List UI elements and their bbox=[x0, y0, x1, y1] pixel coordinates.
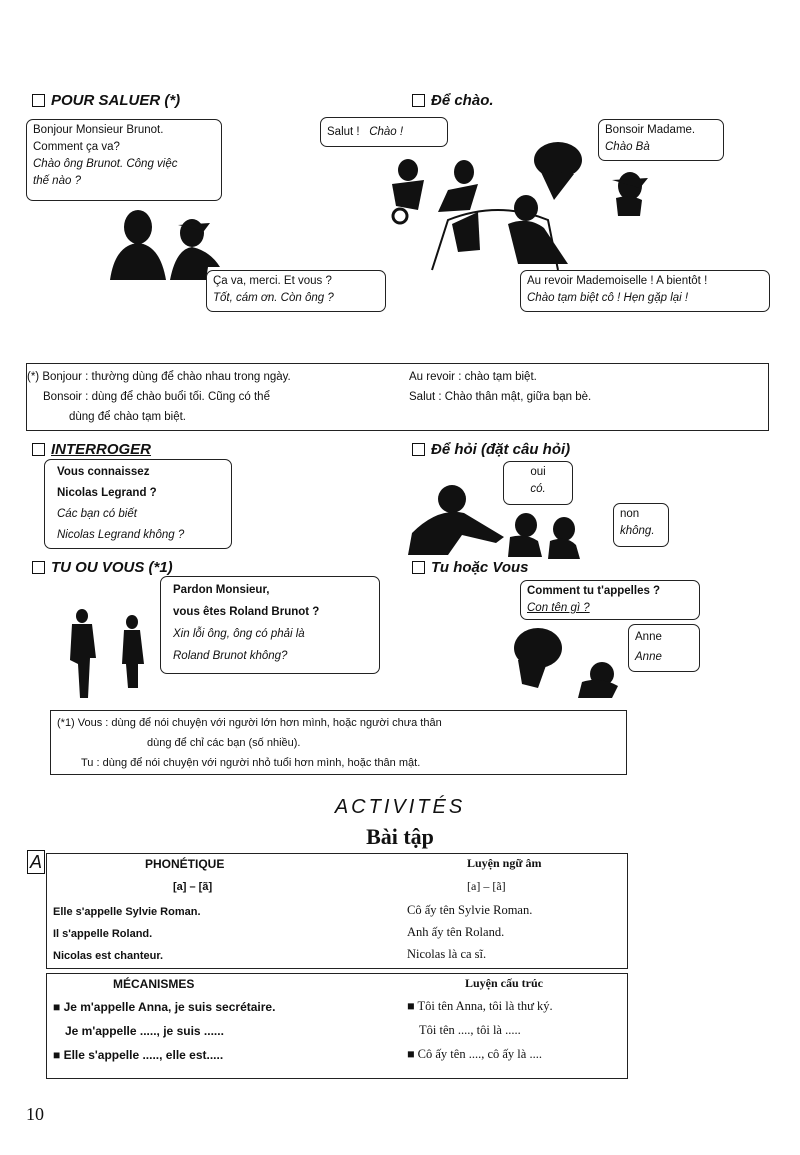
bubble-fr: Vous connaissez bbox=[57, 466, 150, 478]
phonetique-title: PHONÉTIQUE bbox=[145, 857, 225, 871]
mecanismes-fr-line: ■ Elle s'appelle ....., elle est..... bbox=[53, 1048, 224, 1062]
bubble-vn: Tốt, cám ơn. Còn ông ? bbox=[213, 292, 334, 304]
header-tu-hoac-vous bbox=[412, 559, 529, 576]
phonetique-vn-line: Nicolas là ca sĩ. bbox=[407, 947, 487, 961]
bubble-pardon bbox=[160, 576, 380, 674]
note-line: dùng để chỉ các bạn (số nhiều). bbox=[147, 737, 301, 749]
bubble-vn: Con tên gì ? bbox=[527, 602, 590, 614]
mecanismes-fr-line: ■ Je m'appelle Anna, je suis secrétaire. bbox=[53, 1000, 276, 1014]
checkbox-icon bbox=[412, 94, 425, 107]
silhouette-mother-child-icon bbox=[508, 620, 628, 700]
bubble-vn: Chào Bà bbox=[605, 141, 650, 153]
mecanismes-title-vn: Luyện cấu trúc bbox=[465, 976, 543, 990]
bubble-vn: Anne bbox=[635, 651, 662, 663]
header-de-hoi bbox=[412, 441, 570, 458]
bubble-fr: Pardon Monsieur, bbox=[173, 584, 270, 596]
checkbox-icon bbox=[412, 443, 425, 456]
bubble-comment bbox=[520, 580, 700, 620]
note-line: (*1) Vous : dùng để nói chuyện với người lớn hơn mình, hoặc người chưa thân bbox=[57, 717, 442, 729]
mecanismes-vn-line: ■ Tôi tên Anna, tôi là thư ký. bbox=[407, 999, 553, 1013]
bubble-fr: Comment tu t'appelles ? bbox=[527, 585, 661, 597]
note-tu-vous bbox=[50, 710, 627, 775]
bubble-fr: Nicolas Legrand ? bbox=[57, 487, 157, 499]
mecanismes-vn-line: ■ Cô ấy tên ...., cô ấy là .... bbox=[407, 1047, 542, 1061]
bubble-vn: có. bbox=[530, 483, 546, 495]
note-line: Tu : dùng để nói chuyện với người nhỏ tuổi hơn mình, hoặc thân mật. bbox=[81, 757, 421, 769]
bubble-fr: Ça va, merci. Et vous ? bbox=[213, 275, 332, 287]
bubble-fr: Salut ! bbox=[327, 126, 360, 138]
note-greetings bbox=[26, 363, 769, 431]
bubble-vn: Xin lỗi ông, ông có phải là bbox=[173, 628, 305, 640]
note-line: dùng để chào tạm biệt. bbox=[69, 411, 186, 423]
bubble-fr: oui bbox=[530, 466, 546, 478]
header-label: Để chào. bbox=[431, 92, 494, 109]
silhouette-two-people-icon bbox=[100, 205, 230, 280]
phonetique-box bbox=[46, 853, 628, 969]
phonetique-vn-line: Anh ấy tên Roland. bbox=[407, 925, 505, 939]
bubble-vn: Roland Brunot không? bbox=[173, 650, 288, 662]
phonetique-vn-line: Cô ấy tên Sylvie Roman. bbox=[407, 903, 533, 917]
note-line: Bonsoir : dùng để chào buổi tối. Cũng có thể bbox=[43, 391, 270, 403]
activites-subtitle: Bài tập bbox=[366, 824, 434, 849]
exercise-marker: A bbox=[27, 850, 45, 874]
mecanismes-fr-line: Je m'appelle ....., je suis ...... bbox=[65, 1024, 224, 1038]
silhouette-question-scene-icon bbox=[408, 485, 588, 560]
bubble-au-revoir bbox=[520, 270, 770, 312]
silhouette-walking-people-icon bbox=[62, 608, 158, 700]
header-label: POUR SALUER (*) bbox=[51, 92, 181, 109]
bubble-fr: Bonjour Monsieur Brunot. bbox=[33, 124, 164, 136]
mecanismes-vn-line: Tôi tên ...., tôi là ..... bbox=[419, 1023, 521, 1037]
bubble-vn: thế nào ? bbox=[33, 175, 81, 187]
bubble-fr: vous êtes Roland Brunot ? bbox=[173, 606, 320, 618]
phonetique-sound-vn: [a] – [ã] bbox=[467, 879, 506, 893]
mecanismes-title: MÉCANISMES bbox=[113, 977, 195, 991]
bubble-fr: Bonsoir Madame. bbox=[605, 124, 696, 136]
note-line: Salut : Chào thân mật, giữa bạn bè. bbox=[409, 391, 592, 403]
activites-title: ACTIVITÉS bbox=[334, 796, 466, 818]
bubble-fr: Anne bbox=[635, 631, 662, 643]
phonetique-title-vn: Luyện ngữ âm bbox=[467, 856, 542, 870]
bubble-fr: Au revoir Mademoiselle ! A bientôt ! bbox=[527, 275, 708, 287]
bubble-vn: Nicolas Legrand không ? bbox=[57, 529, 185, 541]
checkbox-icon bbox=[32, 561, 45, 574]
checkbox-icon bbox=[32, 443, 45, 456]
header-tu-ou-vous bbox=[32, 559, 173, 576]
bubble-connaissez bbox=[44, 459, 232, 549]
mecanismes-box bbox=[46, 973, 628, 1079]
bubble-ca-va bbox=[206, 270, 386, 312]
bubble-fr: non bbox=[620, 508, 640, 520]
note-line: Au revoir : chào tạm biệt. bbox=[409, 371, 537, 383]
phonetique-fr-line: Nicolas est chanteur. bbox=[53, 950, 164, 962]
phonetique-fr-line: Elle s'appelle Sylvie Roman. bbox=[53, 906, 201, 918]
header-de-chao bbox=[412, 92, 494, 109]
checkbox-icon bbox=[32, 94, 45, 107]
bubble-vn: Chào ! bbox=[369, 126, 404, 138]
header-label: Để hỏi (đặt câu hỏi) bbox=[431, 441, 571, 458]
bubble-vn: Chào ông Brunot. Công việc bbox=[33, 158, 178, 170]
bubble-fr: Comment ça va? bbox=[33, 141, 120, 153]
header-label: INTERROGER bbox=[51, 441, 152, 458]
header-label: TU OU VOUS (*1) bbox=[51, 559, 173, 576]
phonetique-fr-line: Il s'appelle Roland. bbox=[53, 928, 153, 940]
bubble-anne bbox=[628, 624, 700, 672]
note-line: (*) Bonjour : thường dùng để chào nhau trong ngày. bbox=[27, 371, 291, 383]
header-interroger bbox=[32, 441, 151, 458]
bubble-vn: Chào tạm biệt cô ! Hẹn gặp lại ! bbox=[527, 292, 689, 304]
bubble-vn: Các bạn có biết bbox=[57, 508, 137, 520]
bubble-vn: không. bbox=[620, 525, 655, 537]
bubble-non bbox=[613, 503, 669, 547]
bubble-bonjour bbox=[26, 119, 222, 201]
phonetique-sound: [a] – [ã] bbox=[173, 881, 213, 893]
page-number: 10 bbox=[26, 1104, 44, 1124]
header-pour-saluer bbox=[32, 92, 180, 109]
silhouette-greeting-scene-icon bbox=[378, 140, 668, 275]
checkbox-icon bbox=[412, 561, 425, 574]
header-label: Tu hoặc Vous bbox=[431, 559, 529, 576]
